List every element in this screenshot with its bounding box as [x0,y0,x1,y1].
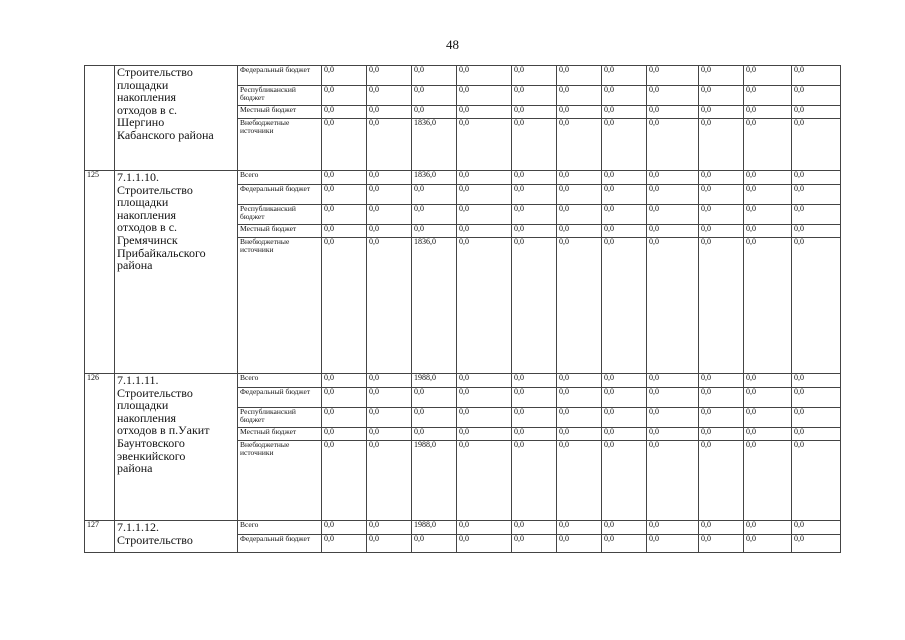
value-cell: 0,0 [367,86,412,106]
funding-source-cell: Федеральный бюджет [238,185,322,205]
measure-name-line: площадки [117,398,169,413]
value-cell: 0,0 [557,388,602,408]
funding-source-cell: Местный бюджет [238,106,322,119]
value-cell: 0,0 [557,441,602,521]
funding-source-cell: Всего [238,521,322,535]
measure-name-line: Баунтовского [117,435,185,450]
value-cell: 1988,0 [412,441,457,521]
value-cell: 0,0 [322,238,367,374]
value-cell: 0,0 [647,408,699,428]
value-cell: 0,0 [367,521,412,535]
value-cell: 0,0 [557,238,602,374]
value-cell: 0,0 [602,388,647,408]
measure-name-cell [115,521,238,553]
value-cell: 0,0 [512,441,557,521]
value-cell: 0,0 [744,441,792,521]
value-cell: 0,0 [457,86,512,106]
measure-name-line: района [117,258,153,273]
value-cell: 0,0 [699,119,744,171]
value-cell: 0,0 [512,66,557,86]
measure-name-line: 7.1.1.12. [117,520,159,534]
value-cell: 0,0 [792,521,841,535]
value-cell: 0,0 [557,185,602,205]
funding-source-cell: Местный бюджет [238,225,322,238]
value-cell: 0,0 [602,119,647,171]
value-cell: 0,0 [512,374,557,388]
value-cell: 0,0 [557,225,602,238]
value-cell: 0,0 [512,106,557,119]
measure-name-line: накопления [117,207,177,222]
value-cell: 0,0 [412,86,457,106]
funding-source-cell: Федеральный бюджет [238,66,322,86]
value-cell: 1988,0 [412,374,457,388]
value-cell: 0,0 [744,86,792,106]
value-cell: 0,0 [367,171,412,185]
value-cell: 0,0 [412,535,457,553]
funding-source-cell: Всего [238,374,322,388]
measure-name-line: отходов в с. [117,102,178,117]
value-cell: 0,0 [699,388,744,408]
value-cell: 0,0 [412,408,457,428]
value-cell: 0,0 [322,66,367,86]
value-cell: 0,0 [512,388,557,408]
value-cell: 0,0 [457,441,512,521]
value-cell: 0,0 [647,535,699,553]
value-cell: 0,0 [602,225,647,238]
value-cell: 0,0 [457,535,512,553]
row-number-cell: 126 [85,374,115,521]
value-cell: 0,0 [367,119,412,171]
value-cell: 0,0 [792,119,841,171]
value-cell: 0,0 [647,205,699,225]
value-cell: 1988,0 [412,521,457,535]
value-cell: 0,0 [602,171,647,185]
value-cell: 0,0 [322,106,367,119]
funding-source-cell: Республиканский бюджет [238,205,322,225]
value-cell: 0,0 [322,205,367,225]
value-cell: 0,0 [744,106,792,119]
value-cell: 0,0 [602,106,647,119]
measure-name-line: района [117,461,153,476]
value-cell: 0,0 [412,388,457,408]
value-cell: 0,0 [699,86,744,106]
value-cell: 0,0 [412,66,457,86]
value-cell: 0,0 [412,106,457,119]
funding-source-cell: Республиканский бюджет [238,86,322,106]
table-row [85,521,841,535]
value-cell: 0,0 [412,185,457,205]
measure-name-cell [115,374,238,521]
value-cell: 0,0 [557,171,602,185]
value-cell: 0,0 [322,374,367,388]
value-cell: 0,0 [557,86,602,106]
value-cell: 0,0 [457,171,512,185]
value-cell: 0,0 [367,225,412,238]
value-cell: 0,0 [602,185,647,205]
value-cell: 0,0 [744,535,792,553]
value-cell: 0,0 [647,106,699,119]
value-cell: 0,0 [744,408,792,428]
value-cell: 0,0 [322,441,367,521]
value-cell: 0,0 [647,171,699,185]
value-cell: 0,0 [367,66,412,86]
value-cell: 0,0 [512,171,557,185]
value-cell: 0,0 [602,374,647,388]
value-cell: 0,0 [792,535,841,553]
value-cell: 0,0 [457,106,512,119]
value-cell: 0,0 [744,428,792,441]
value-cell: 0,0 [367,238,412,374]
value-cell: 0,0 [792,86,841,106]
funding-source-cell: Всего [238,171,322,185]
value-cell: 0,0 [647,119,699,171]
value-cell: 0,0 [602,86,647,106]
page-number: 48 [446,37,459,52]
value-cell: 0,0 [457,374,512,388]
value-cell: 0,0 [457,205,512,225]
value-cell: 0,0 [792,428,841,441]
value-cell: 0,0 [557,66,602,86]
value-cell: 0,0 [602,535,647,553]
value-cell: 0,0 [647,66,699,86]
table-body [85,66,841,553]
measure-name-line: Строительство [117,182,193,197]
table-row [85,66,841,86]
measure-name-line: 7.1.1.10. [117,170,159,184]
measure-name-line: 7.1.1.11. [117,373,159,387]
value-cell: 0,0 [792,225,841,238]
value-cell: 0,0 [367,388,412,408]
value-cell: 0,0 [512,119,557,171]
measure-name-line: отходов в п.Уакит [117,423,210,438]
measure-name-line: Строительство [117,65,193,79]
value-cell: 0,0 [557,374,602,388]
value-cell: 0,0 [367,441,412,521]
value-cell: 0,0 [602,205,647,225]
value-cell: 0,0 [457,408,512,428]
value-cell: 0,0 [699,185,744,205]
value-cell: 0,0 [322,408,367,428]
value-cell: 0,0 [557,106,602,119]
value-cell: 0,0 [699,205,744,225]
value-cell: 0,0 [699,428,744,441]
value-cell: 0,0 [744,66,792,86]
value-cell: 0,0 [602,408,647,428]
value-cell: 0,0 [699,225,744,238]
value-cell: 0,0 [744,185,792,205]
measure-name-line: Гремячинск [117,232,178,247]
value-cell: 0,0 [699,171,744,185]
value-cell: 0,0 [602,238,647,374]
budget-table [84,65,841,553]
measure-name-cell [115,171,238,374]
value-cell: 0,0 [792,171,841,185]
value-cell: 0,0 [412,225,457,238]
measure-name-line: накопления [117,90,177,105]
value-cell: 1836,0 [412,171,457,185]
measure-name-cell [115,66,238,171]
funding-source-cell: Местный бюджет [238,428,322,441]
value-cell: 0,0 [602,428,647,441]
value-cell: 1836,0 [412,119,457,171]
value-cell: 0,0 [792,66,841,86]
value-cell: 0,0 [792,388,841,408]
value-cell: 0,0 [322,521,367,535]
value-cell: 1836,0 [412,238,457,374]
value-cell: 0,0 [512,521,557,535]
value-cell: 0,0 [367,428,412,441]
value-cell: 0,0 [322,225,367,238]
measure-name-line: накопления [117,410,177,425]
table-row [85,171,841,185]
value-cell: 0,0 [322,428,367,441]
value-cell: 0,0 [792,185,841,205]
funding-source-cell: Внебюджетные источники [238,119,322,171]
value-cell: 0,0 [602,441,647,521]
value-cell: 0,0 [792,238,841,374]
value-cell: 0,0 [512,205,557,225]
value-cell: 0,0 [699,408,744,428]
value-cell: 0,0 [647,238,699,374]
value-cell: 0,0 [792,106,841,119]
value-cell: 0,0 [557,521,602,535]
value-cell: 0,0 [744,119,792,171]
value-cell: 0,0 [744,205,792,225]
row-number-cell [85,66,115,171]
value-cell: 0,0 [512,408,557,428]
value-cell: 0,0 [412,428,457,441]
value-cell: 0,0 [699,535,744,553]
value-cell: 0,0 [699,238,744,374]
value-cell: 0,0 [557,428,602,441]
value-cell: 0,0 [744,521,792,535]
value-cell: 0,0 [647,185,699,205]
value-cell: 0,0 [602,521,647,535]
funding-source-cell: Республиканский бюджет [238,408,322,428]
value-cell: 0,0 [602,66,647,86]
table-row [85,374,841,388]
value-cell: 0,0 [367,535,412,553]
value-cell: 0,0 [699,374,744,388]
measure-name-line: Строительство [117,532,193,547]
funding-source-cell: Федеральный бюджет [238,535,322,553]
value-cell: 0,0 [367,205,412,225]
funding-source-cell: Внебюджетные источники [238,238,322,374]
value-cell: 0,0 [512,535,557,553]
value-cell: 0,0 [412,205,457,225]
row-number-cell: 125 [85,171,115,374]
value-cell: 0,0 [792,441,841,521]
value-cell: 0,0 [557,205,602,225]
value-cell: 0,0 [367,185,412,205]
measure-name-line: отходов в с. [117,220,178,235]
value-cell: 0,0 [457,66,512,86]
value-cell: 0,0 [744,238,792,374]
value-cell: 0,0 [367,106,412,119]
value-cell: 0,0 [457,521,512,535]
value-cell: 0,0 [792,374,841,388]
value-cell: 0,0 [699,521,744,535]
value-cell: 0,0 [457,185,512,205]
funding-source-cell: Федеральный бюджет [238,388,322,408]
value-cell: 0,0 [557,408,602,428]
value-cell: 0,0 [457,119,512,171]
value-cell: 0,0 [512,238,557,374]
measure-name-line: Строительство [117,385,193,400]
value-cell: 0,0 [457,388,512,408]
value-cell: 0,0 [322,119,367,171]
value-cell: 0,0 [699,441,744,521]
value-cell: 0,0 [647,388,699,408]
value-cell: 0,0 [744,171,792,185]
value-cell: 0,0 [457,428,512,441]
value-cell: 0,0 [792,408,841,428]
value-cell: 0,0 [647,441,699,521]
measure-name-line: площадки [117,77,169,92]
measure-name-line: Кабанского района [117,127,214,142]
value-cell: 0,0 [367,374,412,388]
value-cell: 0,0 [744,388,792,408]
measure-name-line: эвенкийского [117,448,186,463]
value-cell: 0,0 [647,225,699,238]
value-cell: 0,0 [744,374,792,388]
value-cell: 0,0 [512,86,557,106]
value-cell: 0,0 [647,86,699,106]
value-cell: 0,0 [744,225,792,238]
value-cell: 0,0 [367,408,412,428]
measure-name-line: Прибайкальского [117,245,206,260]
value-cell: 0,0 [322,171,367,185]
value-cell: 0,0 [647,374,699,388]
value-cell: 0,0 [322,388,367,408]
row-number-cell: 127 [85,521,115,553]
measure-name-line: площадки [117,195,169,210]
value-cell: 0,0 [512,428,557,441]
value-cell: 0,0 [457,225,512,238]
funding-source-cell: Внебюджетные источники [238,441,322,521]
value-cell: 0,0 [699,106,744,119]
value-cell: 0,0 [557,535,602,553]
value-cell: 0,0 [512,225,557,238]
measure-name-line: Шергино [117,115,165,130]
value-cell: 0,0 [792,205,841,225]
value-cell: 0,0 [557,119,602,171]
value-cell: 0,0 [457,238,512,374]
value-cell: 0,0 [322,535,367,553]
value-cell: 0,0 [699,66,744,86]
value-cell: 0,0 [322,185,367,205]
value-cell: 0,0 [512,185,557,205]
value-cell: 0,0 [322,86,367,106]
value-cell: 0,0 [647,521,699,535]
value-cell: 0,0 [647,428,699,441]
